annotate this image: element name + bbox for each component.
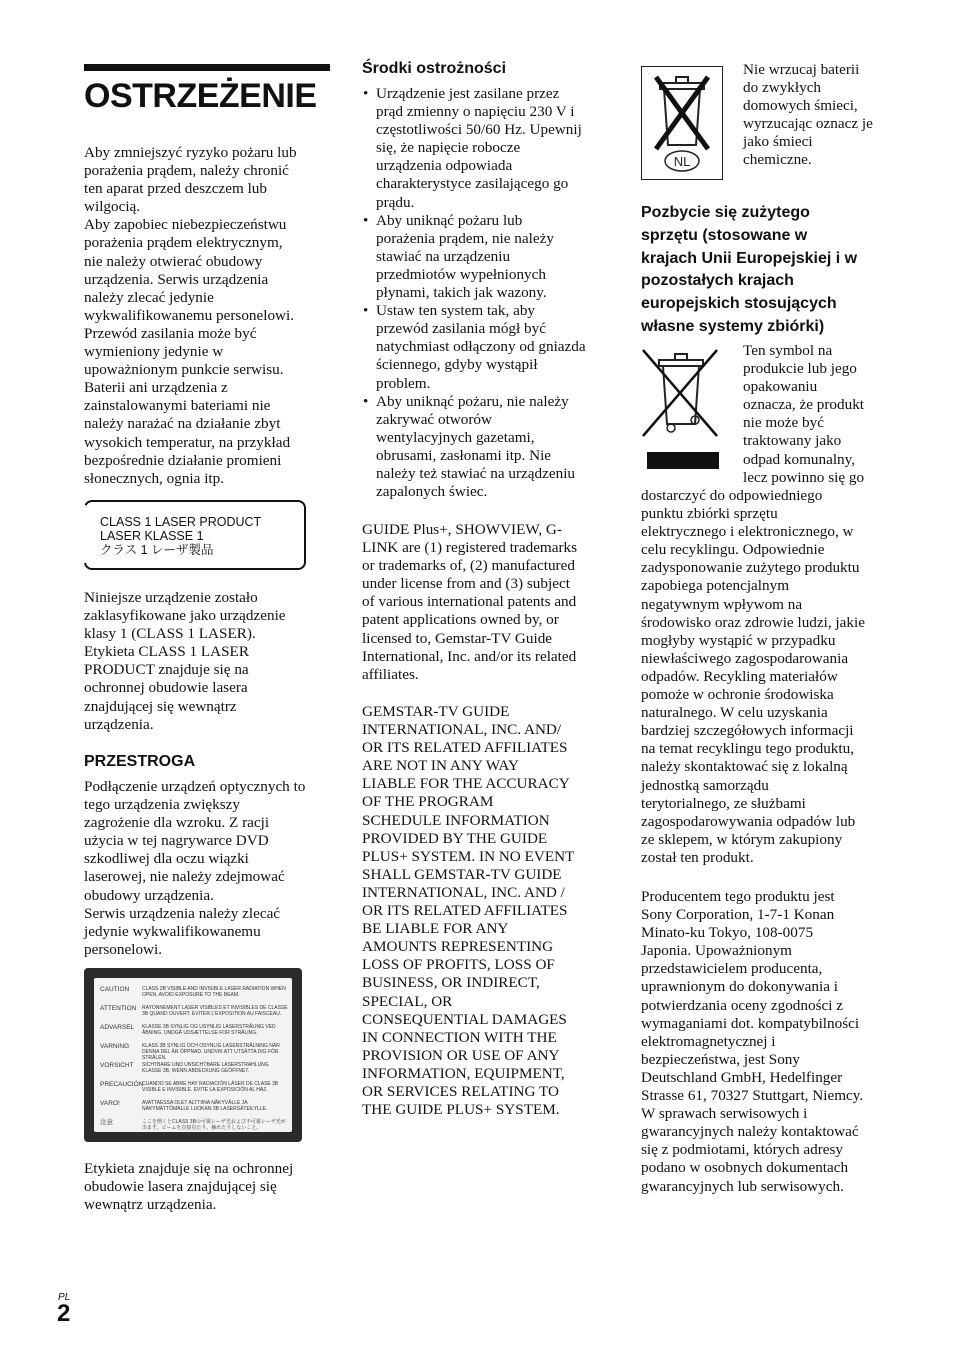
text-line: pozostałych krajach — [641, 272, 794, 290]
text-line: PROVISION OR USE OF ANY — [362, 1046, 560, 1064]
disposal-side-text — [743, 342, 893, 487]
text-line: zagrożenie dla wzroku. Z racji — [84, 814, 270, 832]
caution-plate-text: KLASSE 3B SYNLIG OG USYNLIG LASERSTRÅLING VED ÅBNING. UNDGÅ UDSÆTTELSE FOR STRÅLING. — [142, 1024, 276, 1036]
text-line: użycia w tej nagrywarce DVD — [84, 832, 269, 850]
text-line: bezpośrednie działanie promieni — [84, 451, 282, 469]
text-line: naturalnego. W celu uzyskania — [641, 704, 828, 722]
text-line: szkodliwej dla oczu wiązki — [84, 850, 249, 868]
caution-plate-text: CUANDO SE ABRE HAY RADIACIÓN LÁSER DE CLASE 3B VISIBLE E INVISIBLE. EVITE LA EXPOSICIÓN AL HAZ. — [142, 1081, 279, 1093]
precaution-item — [362, 302, 610, 392]
text-line: stawiać na urządzeniu — [376, 247, 511, 265]
text-line: charakterystyce zasilającego go — [376, 175, 569, 193]
text-line: pomoże w ochronie środowiska — [641, 686, 834, 704]
text-line: W sprawach serwisowych i — [641, 1105, 808, 1123]
precautions-list — [362, 85, 610, 501]
text-line: wymieniony jedynie w — [84, 343, 224, 361]
page-title: OSTRZEŻENIE — [84, 77, 317, 115]
text-line: produkcie lub jego — [743, 360, 857, 378]
caution-plate-language: ADVARSEL — [100, 1024, 135, 1031]
text-line: INFORMATION, EQUIPMENT, — [362, 1064, 565, 1082]
precaution-item — [362, 212, 610, 302]
language-code: PL — [58, 1292, 71, 1303]
title-rule — [84, 64, 330, 71]
text-line: INTERNATIONAL, INC. AND/ — [362, 721, 562, 739]
text-line: się z podmiotami, których adresy — [641, 1141, 844, 1159]
caution-plate-row — [100, 1100, 288, 1112]
text-line: należy też stawiać na urządzeniu — [376, 464, 576, 482]
text-line: International, Inc. and/or its related — [362, 647, 577, 665]
text-line: Etykieta znajduje się na ochronnej — [84, 1160, 294, 1177]
caution-plate-text: AVATTAESSA OLET ALTTIINA NÄKYVÄLLE JA NÄKYMÄTTÖMÄLLE LUOKAN 3B LASERSÄTEILYLLE. — [142, 1100, 268, 1112]
text-line: należy zlecać jedynie — [84, 288, 214, 306]
text-line: LIABLE FOR THE ACCURACY — [362, 775, 570, 793]
text-line: mogłyby wystąpić w przypadku — [641, 631, 836, 649]
text-line: Podłączenie urządzeń optycznych to — [84, 778, 306, 795]
text-line: jako śmieci — [743, 133, 813, 151]
text-line: urządzenia. — [84, 715, 154, 733]
text-line: upoważnionym punkcie serwisu. — [84, 361, 284, 379]
text-line: under license from and (3) subject — [362, 575, 570, 593]
text-line: bardziej szczegółowych informacji — [641, 722, 854, 740]
producer-paragraph — [641, 888, 893, 1196]
disposal-heading — [641, 202, 891, 339]
text-line: obrusami, zasłonami itp. Nie — [376, 446, 552, 464]
text-line: Japonia. Upoważnionym — [641, 942, 792, 960]
text-line: nie może być — [743, 414, 824, 432]
text-line: elektrycznego i elektronicznego, w — [641, 523, 854, 541]
text-line: wentylacyjnych gazetami, — [376, 428, 535, 446]
text-line: Producentem tego produktu jest — [641, 888, 835, 905]
battery-mark-text: NL — [673, 154, 691, 169]
text-line: zapalonych świec. — [376, 483, 488, 501]
text-line: uprawnionym do dokonywania i — [641, 978, 838, 996]
text-line: domowych śmieci, — [743, 97, 858, 115]
caution-plate-row — [100, 1024, 288, 1036]
weee-bin-icon — [641, 346, 721, 472]
text-line: THE GUIDE PLUS+ SYSTEM. — [362, 1101, 560, 1119]
text-line: Deutschland GmbH, Hedelfinger — [641, 1068, 843, 1086]
text-line: Baterii ani urządzenia z — [84, 379, 228, 397]
text-line: chemiczne. — [743, 151, 812, 169]
caution-plate-text: KLASS 3B SYNLIG OCH OSYNLIG LASERSTRÅLNING NÄR DENNA DEL ÄR ÖPPNAD. UNDVIK ATT UTSÄTTA DIG FÖR STRÅLEN. — [142, 1043, 280, 1061]
text-line: Aby zmniejszyć ryzyko pożaru lub — [84, 144, 297, 161]
text-line: PLUS+ SYSTEM. IN NO EVENT — [362, 847, 575, 865]
precaution-item — [362, 393, 610, 502]
text-line: bezpieczeństwa, jest Sony — [641, 1050, 800, 1068]
text-line: prądu. — [376, 193, 415, 211]
text-line: obudowie lasera znajdującej się — [84, 1178, 277, 1196]
text-line: Strasse 61, 70327 Stuttgart, Niemcy. — [641, 1087, 864, 1105]
text-line: odpad komunalny, — [743, 450, 856, 468]
text-line: się, że napięcie robocze — [376, 139, 521, 157]
caution-plate-text: SICHTBARE UND UNSICHTBARE LASERSTRAHLUNG KLASSE 3B, WENN ABDECKUNG GEÖFFNET. — [142, 1062, 269, 1074]
text-line: na temat recyklingu tego produktu, — [641, 740, 854, 758]
class1-laser-label — [84, 500, 306, 570]
text-line: ARE NOT IN ANY WAY — [362, 757, 519, 775]
text-line: SHALL GEMSTAR-TV GUIDE — [362, 865, 562, 883]
text-line: licensed to, Gemstar-TV Guide — [362, 629, 553, 647]
page-number: 2 — [57, 1300, 71, 1327]
text-line: własne systemy zbiórki) — [641, 317, 825, 335]
text-line: Niniejsze urządzenie zostało — [84, 589, 258, 606]
caution-plate-text: CLASS 3B VISIBLE AND INVISIBLE LASER RADIATION WHEN OPEN. AVOID EXPOSURE TO THE BEAM. — [142, 986, 286, 998]
text-line: クラス 1 レーザ製品 — [100, 543, 214, 557]
text-line: krajach Unii Europejskiej i w — [641, 249, 858, 267]
text-line: Sony Corporation, 1-7-1 Konan — [641, 906, 835, 924]
text-line: gwarancyjnych lub serwisowych. — [641, 1177, 844, 1195]
text-line: Minato-ku Tokyo, 108-0075 — [641, 924, 814, 942]
text-line: lecz powinno się go — [743, 468, 865, 486]
text-line: ochronnej obudowie lasera — [84, 679, 248, 697]
caution-plate-row — [100, 986, 288, 998]
text-line: wymaganiami dot. kompatybilności — [641, 1014, 860, 1032]
battery-disposal-text — [743, 61, 893, 170]
caution-plate-row — [100, 1081, 288, 1093]
text-line: niewłaściwego zagospodarowania — [641, 649, 849, 667]
text-line: • Urządzenie jest zasilane przez — [376, 85, 560, 102]
text-line: PROVIDED BY THE GUIDE — [362, 829, 548, 847]
text-line: INTERNATIONAL, INC. AND / — [362, 883, 565, 901]
text-line: należy skontaktować się z lokalną — [641, 758, 848, 776]
caution-plate-inner — [94, 978, 292, 1132]
precautions-heading: Środki ostrożności — [362, 60, 507, 77]
text-line: natychmiast odłączony od gniazda — [376, 338, 586, 356]
text-line: przewód zasilania mógł być — [376, 320, 546, 338]
caution-plate-text: RAYONNEMENT LASER VISIBLES ET INVISIBLES DE CLASSE 3B QUAND OUVERT. EVITER L'EXPOSITION AU FAISCEAU. — [142, 1005, 288, 1017]
text-line: przedstawicielem producenta, — [641, 960, 823, 978]
text-line: należy narażać na działanie zbyt — [84, 415, 281, 433]
text-line: of various international patents and — [362, 593, 577, 611]
text-line: SPECIAL, OR — [362, 992, 453, 1010]
text-line: porażenia prądem, należy chronić — [84, 162, 289, 180]
caution-plate-row — [100, 1062, 288, 1074]
text-line: wewnątrz urządzenia. — [84, 1196, 217, 1214]
text-line: or trademarks of, (2) manufactured — [362, 557, 575, 575]
text-line: PRODUCT znajduje się na — [84, 661, 249, 679]
caution-plate-language: 注意 — [100, 1119, 113, 1126]
intro-paragraph — [84, 144, 330, 488]
text-line: Etykieta CLASS 1 LASER — [84, 643, 249, 661]
text-line: zagospodarowywania odpadów lub — [641, 812, 856, 830]
text-line: • Aby uniknąć pożaru lub — [376, 211, 523, 229]
text-line: personelowi. — [84, 940, 163, 958]
text-line: ściennego, gdyby wystąpił — [376, 356, 538, 374]
text-line: traktowany jako — [743, 432, 842, 450]
text-line: sprzętu (stosowane w — [641, 226, 808, 244]
text-line: CLASS 1 LASER PRODUCT — [100, 515, 262, 529]
text-line: wykwalifikowanemu personelowi. — [84, 306, 295, 324]
text-line: Nie wrzucaj baterii — [743, 61, 860, 78]
caution-paragraph — [84, 778, 334, 959]
text-line: zadysponowanie zużytego produktu — [641, 559, 860, 577]
text-line: przedmiotów wypełnionych — [376, 265, 546, 283]
text-line: elektromagnetycznej i — [641, 1032, 776, 1050]
caution-plate-label — [84, 968, 302, 1142]
class1-laser-label-text — [100, 515, 261, 557]
text-line: obudowy urządzenia. — [84, 886, 214, 904]
text-line: do zwykłych — [743, 79, 822, 97]
text-line: zaklasyfikowane jako urządzenie — [84, 607, 286, 625]
caution-plate-language: CAUTION — [100, 986, 130, 993]
caution-plate-language: VORSICHT — [100, 1062, 134, 1069]
text-line: urządzenia. Serwis urządzenia — [84, 270, 269, 288]
text-line: IN CONNECTION WITH THE — [362, 1028, 557, 1046]
text-line: GUIDE Plus+, SHOWVIEW, G- — [362, 521, 562, 538]
text-line: Ten symbol na — [743, 342, 833, 359]
text-line: środowisko oraz zdrowie ludzi, jakie — [641, 613, 865, 631]
text-line: LINK are (1) registered trademarks — [362, 539, 578, 557]
gemstar-disclaimer — [362, 703, 612, 1119]
text-line: ze sklepem, w którym zakupiony — [641, 830, 843, 848]
text-line: klasy 1 (CLASS 1 LASER). — [84, 625, 256, 643]
text-line: europejskich stosujących — [641, 295, 837, 313]
text-line: Serwis urządzenia należy zlecać — [84, 904, 281, 922]
text-line: terytorialnego, ze służbami — [641, 794, 806, 812]
text-line: GEMSTAR-TV GUIDE — [362, 703, 510, 720]
text-line: ten aparat przed deszczem lub — [84, 180, 267, 198]
text-line: zainstalowanymi bateriami nie — [84, 397, 271, 415]
text-line: problem. — [376, 374, 431, 392]
text-line: laserowej, nie należy zdejmować — [84, 868, 285, 886]
text-line: znajdującej się wewnątrz — [84, 697, 237, 715]
text-line: został ten produkt. — [641, 848, 754, 866]
text-line: odpadów. Recykling materiałów — [641, 667, 838, 685]
text-line: celu recyklingu. Odpowiednie — [641, 541, 825, 559]
text-line: słonecznych, ognia itp. — [84, 469, 225, 487]
text-line: prąd zmienny o napięciu 230 V i — [376, 103, 575, 121]
disposal-paragraph — [641, 487, 893, 867]
text-line: gwarancyjnych należy kontaktować — [641, 1123, 859, 1141]
text-line: płynami, takich jak wazony. — [376, 284, 547, 302]
caution-plate-language: VARNING — [100, 1043, 130, 1050]
battery-disposal-symbol — [641, 66, 723, 180]
crossed-bin-icon — [642, 67, 722, 179]
text-line: porażenia prądem elektrycznym, — [84, 234, 283, 252]
text-line: SCHEDULE INFORMATION — [362, 811, 550, 829]
text-line: affiliates. — [362, 665, 419, 683]
caution-plate-row — [100, 1005, 288, 1017]
text-line: CONSEQUENTIAL DAMAGES — [362, 1010, 567, 1028]
text-line: OR ITS RELATED AFFILIATES — [362, 902, 568, 920]
text-line: nie należy otwierać obudowy — [84, 252, 263, 270]
text-line: wysokich temperatur, na przykład — [84, 433, 291, 451]
text-line: • Aby uniknąć pożaru, nie należy — [376, 392, 569, 410]
text-line: oznacza, że produkt — [743, 396, 865, 414]
caution-plate-row — [100, 1119, 288, 1131]
text-line: BUSINESS, OR INDIRECT, — [362, 974, 540, 992]
text-line: LASER KLASSE 1 — [100, 529, 204, 543]
trademark-paragraph — [362, 521, 612, 684]
precaution-item — [362, 85, 610, 212]
label-location-paragraph — [84, 1160, 334, 1214]
text-line: tego urządzenia zwiększy — [84, 796, 241, 814]
text-line: OR ITS RELATED AFFILIATES — [362, 739, 568, 757]
laser-class-paragraph — [84, 589, 330, 734]
text-line: BE LIABLE FOR ANY — [362, 920, 509, 938]
caution-plate-row — [100, 1043, 288, 1061]
text-line: zapobiega potencjalnym — [641, 577, 790, 595]
text-line: negatywnym wpływom na — [641, 595, 803, 613]
text-line: punktu zbiórki sprzętu — [641, 505, 778, 523]
text-line: wilgocią. — [84, 198, 141, 216]
caution-plate-language: ATTENTION — [100, 1005, 137, 1012]
text-line: potwierdzania oceny zgodności z — [641, 996, 843, 1014]
text-line: AMOUNTS REPRESENTING — [362, 938, 554, 956]
text-line: podano w osobnych dokumentach — [641, 1159, 849, 1177]
text-line: porażenia prądem, nie należy — [376, 229, 554, 247]
text-line: częstotliwości 50/60 Hz. Upewnij — [376, 121, 582, 139]
text-line: urządzenia odpowiada — [376, 157, 513, 175]
text-line: LOSS OF PROFITS, LOSS OF — [362, 956, 555, 974]
text-line: Przewód zasilania może być — [84, 324, 257, 342]
text-line: jedynie wykwalifikowanemu — [84, 922, 261, 940]
text-line: patent applications owned by, or — [362, 611, 559, 629]
text-line: • Ustaw ten system tak, aby — [376, 302, 536, 320]
caution-plate-language: VARO! — [100, 1100, 120, 1107]
text-line: zakrywać otworów — [376, 410, 492, 428]
caution-heading: PRZESTROGA — [84, 753, 196, 770]
text-line: OF THE PROGRAM — [362, 793, 494, 811]
caution-plate-text: ここを開くとCLASS 3Bの可視レーザ光および不可視レーザ光が出ます。ビームを直接見たり、触れたりしないこと。 — [142, 1119, 286, 1131]
text-line: OR SERVICES RELATING TO — [362, 1082, 559, 1100]
text-line: wyrzucając oznacz je — [743, 115, 873, 133]
text-line: dostarczyć do odpowiedniego — [641, 487, 823, 504]
text-line: jednostką samorządu — [641, 776, 769, 794]
text-line: opakowaniu — [743, 378, 818, 396]
caution-plate-language: PRECAUCIÓN — [100, 1081, 144, 1088]
text-line: Pozbycie się zużytego — [641, 204, 810, 221]
text-line: Aby zapobiec niebezpieczeństwu — [84, 216, 287, 234]
